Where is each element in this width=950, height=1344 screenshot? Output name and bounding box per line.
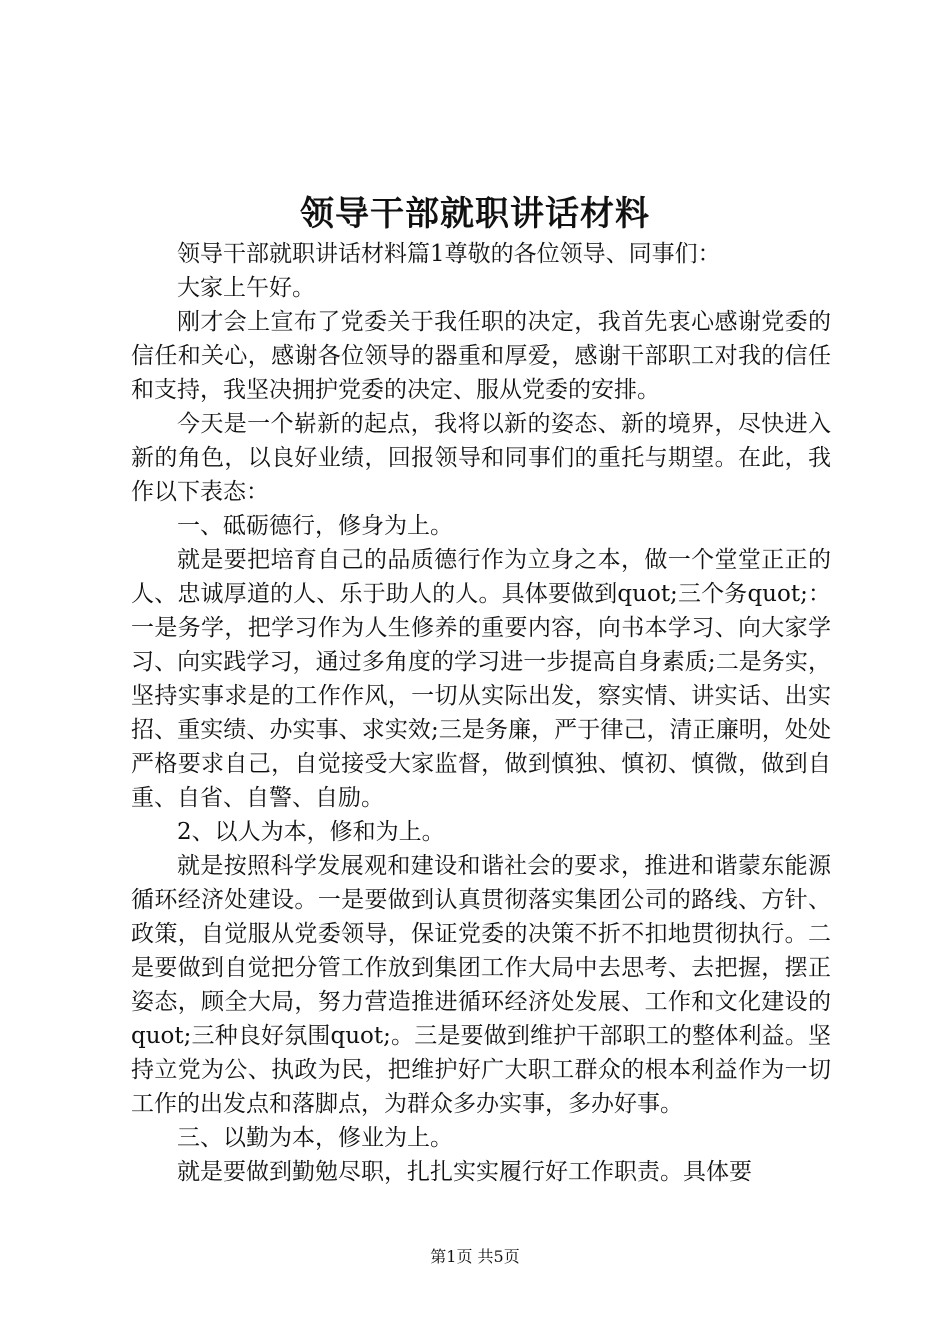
document-title: 领导干部就职讲话材料 (300, 194, 650, 234)
paragraph: 领导干部就职讲话材料篇1尊敬的各位领导、同事们： (177, 241, 721, 267)
document-body (131, 237, 831, 1189)
paragraph: 就是要做到勤勉尽职，扎扎实实履行好工作职责。具体要 (177, 1159, 752, 1185)
paragraph: 就是按照科学发展观和建设和谐社会的要求，推进和谐蒙东能源循环经济处建设。一是要做到认真贯彻落实集团公司的路线、方针、政策，自觉服从党委领导，保证党委的决策不折不扣地贯彻执行。二是要做到自觉把分管工作放到集团工作大局中去思考、去把握，摆正姿态，顾全大局，努力营造推进循环经济处发展、工作和文化建设的quot;三种良好氛围quot;。三是要做到维护干部职工的整体利益。坚持立党为公、执政为民，把维护好广大职工群众的根本利益作为一切工作的出发点和落脚点，为群众多办实事，多办好事。 (131, 853, 831, 1117)
paragraph: 就是要把培育自己的品质德行作为立身之本，做一个堂堂正正的人、忠诚厚道的人、乐于助人的人。具体要做到quot;三个务quot;：一是务学，把学习作为人生修养的重要内容，向书本学习、向大家学习、向实践学习，通过多角度的学习进一步提高自身素质;二是务实，坚持实事求是的工作作风，一切从实际出发，察实情、讲实话、出实招、重实绩、办实事、求实效;三是务廉，严于律己，清正廉明，处处严格要求自己，自觉接受大家监督，做到慎独、慎初、慎微，做到自重、自省、自警、自励。 (131, 547, 831, 811)
section-heading: 一、砥砺德行，修身为上。 (177, 513, 453, 539)
paragraph: 今天是一个崭新的起点，我将以新的姿态、新的境界，尽快进入新的角色，以良好业绩，回报领导和同事们的重托与期望。在此，我作以下表态： (131, 411, 831, 505)
section-heading: 2、以人为本，修和为上。 (177, 819, 445, 845)
section-heading: 三、以勤为本，修业为上。 (177, 1125, 453, 1151)
page-footer: 第1页 共5页 (430, 1247, 520, 1266)
paragraph: 刚才会上宣布了党委关于我任职的决定，我首先衷心感谢党委的信任和关心，感谢各位领导的器重和厚爱，感谢干部职工对我的信任和支持，我坚决拥护党委的决定、服从党委的安排。 (131, 309, 831, 403)
paragraph: 大家上午好。 (177, 275, 315, 301)
